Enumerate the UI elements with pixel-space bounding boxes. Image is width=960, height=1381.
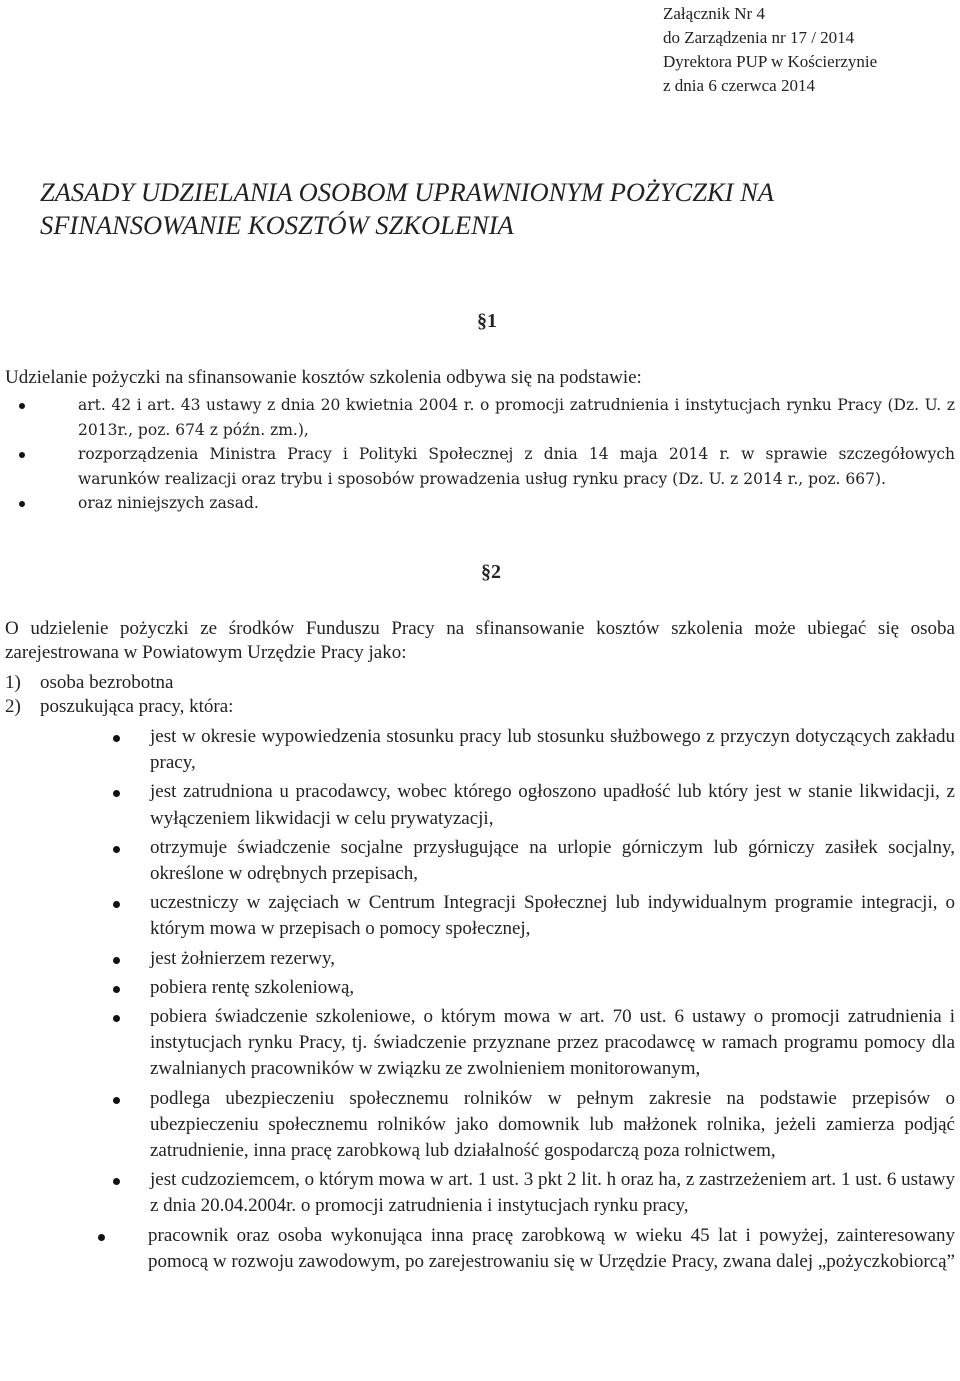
list-item: jest cudzoziemcem, o którym mowa w art. 1 ust. 3 pkt 2 lit. h oraz ha, z zastrzeżeniem art. 1 ust. 6 ustawy z dnia 20.04.2004r. o promocji zatrudnienia i instytucjach rynku pracy, [5, 1167, 955, 1219]
section-heading: §2 [481, 561, 501, 583]
attachment-line: Załącznik Nr 4 [663, 4, 765, 23]
list-item: oraz niniejszych zasad. [5, 491, 955, 516]
list-item: pobiera świadczenie szkoleniowe, o którym mowa w art. 70 ust. 6 ustawy o promocji zatrudnienia i instytucjach rynku Pracy, tj. świadczenie przyznane przez pracodawcę w ramach programu pomocy dla zwalnianych pracowników w związku ze zwolnieniem monitorowanym, [5, 1004, 955, 1083]
list-item [5, 671, 233, 695]
item-number: 1) [5, 672, 21, 693]
document-title: ZASADY UDZIELANIA OSOBOM UPRAWNIONYM POŻYCZKI NA SFINANSOWANIE KOSZTÓW SZKOLENIA [40, 177, 774, 240]
item-number: 2) [5, 696, 21, 718]
attachment-header [663, 2, 877, 98]
legal-basis-list [5, 393, 955, 516]
list-item: jest zatrudniona u pracodawcy, wobec którego ogłoszono upadłość lub który jest w stanie likwidacji, z wyłączeniem likwidacji w celu prywatyzacji, [5, 779, 955, 831]
list-item: podlega ubezpieczeniu społecznemu rolników w pełnym zakresie na podstawie przepisów o ubezpieczeniu społecznemu rolników jako domownik lub małżonek rolnika, jeżeli zamierza podjąć zatrudnienie, inna pracę zarobkową lub działalność gospodarczą poza rolnictwem, [5, 1086, 955, 1165]
attachment-line: do Zarządzenia nr 17 / 2014 [663, 28, 855, 47]
list-item: jest w okresie wypowiedzenia stosunku pracy lub stosunku służbowego z przyczyn dotyczących zakładu pracy, [5, 724, 955, 776]
list-item: otrzymuje świadczenie socjalne przysługujące na urlopie górniczym lub górniczy zasiłek socjalny, określone w odrębnych przepisach, [5, 835, 955, 887]
item-text: osoba bezrobotna [40, 672, 174, 693]
list-item: uczestniczy w zajęciach w Centrum Integracji Społecznej lub indywidualnym programie integracji, o którym mowa w przepisach o pomocy społecznej, [5, 890, 955, 942]
attachment-line: z dnia 6 czerwca 2014 [663, 76, 815, 95]
attachment-line: Dyrektora PUP w Kościerzynie [663, 52, 878, 71]
conditions-list [5, 724, 955, 1278]
list-item: pracownik oraz osoba wykonująca inna pracę zarobkową w wieku 45 lat i powyżej, zainteresowany pomocą w rozwoju zawodowym, po zarejestrowaniu się w Urzędzie Pracy, zwana dalej „pożyczkobiorcą” [5, 1223, 955, 1275]
section-heading: §1 [477, 310, 497, 332]
item-text: poszukująca pracy, która: [40, 696, 234, 718]
list-item: pobiera rentę szkoleniową, [5, 975, 955, 1001]
list-item: jest żołnierzem rezerwy, [5, 946, 955, 972]
numbered-list [5, 671, 233, 719]
section2-paragraph: O udzielenie pożyczki ze środków Funduszu Pracy na sfinansowanie kosztów szkolenia może ubiegać się osoba zarejestrowana w Powiatowym Urzędzie Pracy jako: [5, 618, 955, 664]
list-item: art. 42 i art. 43 ustawy z dnia 20 kwietnia 2004 r. o promocji zatrudnienia i instytucjach rynku Pracy (Dz. U. z 2013r., poz. 674 z późn. zm.), [5, 393, 955, 442]
list-item: rozporządzenia Ministra Pracy i Polityki Społecznej z dnia 14 maja 2014 r. w sprawie szczegółowych warunków realizacji oraz trybu i sposobów prowadzenia usług rynku pracy (Dz. U. z 2014 r., poz. 667). [5, 442, 955, 491]
list-item [5, 695, 233, 719]
section1-intro: Udzielanie pożyczki na sfinansowanie kosztów szkolenia odbywa się na podstawie: [5, 367, 642, 388]
